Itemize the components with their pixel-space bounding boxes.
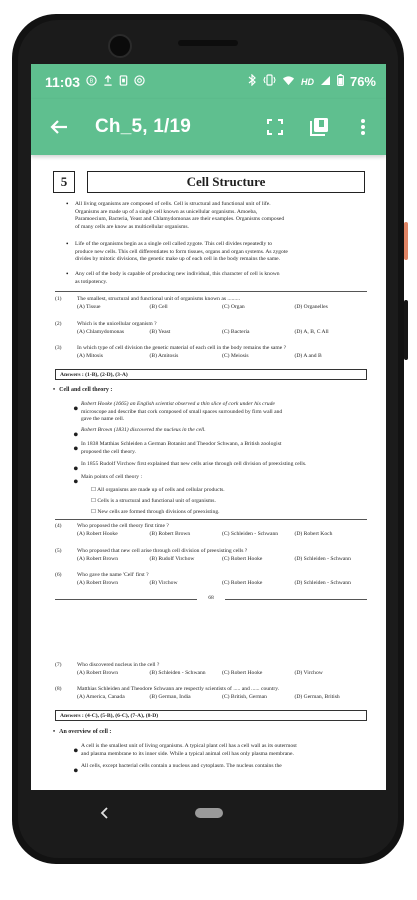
- question-number: (8): [55, 686, 62, 692]
- option: (A) Robert Brown: [77, 579, 119, 586]
- options-row: [77, 670, 367, 678]
- options-row: [77, 353, 367, 361]
- question-number: (4): [55, 523, 62, 529]
- text-line: Main points of cell theory :: [81, 474, 143, 480]
- overview-point: [73, 743, 367, 760]
- status-time: 11:03: [45, 73, 81, 90]
- text-line: and plasma membrane to its inner side. While a typical animal cell has only plasma membrane.: [81, 750, 294, 757]
- section-heading: • Cell and cell theory :: [53, 387, 113, 393]
- status-bar: [31, 64, 386, 99]
- question-number: (6): [55, 572, 62, 578]
- text-line: produce new cells. This cell differentiates to form tissues, organs and organ systems. As zygote: [75, 248, 288, 255]
- option: (C) Robert Hooke: [222, 555, 263, 562]
- cell-theory-point: ☐ Cells is a structural and functional unit of organisms.: [91, 498, 216, 504]
- text-line: New cells are formed through divisions of preexisting.: [97, 509, 220, 515]
- question-text: Who gave the name 'Cell' first ?: [77, 572, 149, 578]
- bluetooth-icon: [248, 74, 257, 89]
- chapter-number: 5: [53, 171, 75, 193]
- theory-point: [73, 441, 367, 458]
- option: (A) Robert Brown: [77, 669, 119, 676]
- section-heading-text: An overview of cell :: [59, 729, 112, 735]
- bullet-dot: •: [73, 743, 79, 760]
- text-line: A cell is the smallest unit of living organisms. A typical plant cell has a cell wall as its outermost: [81, 743, 297, 749]
- library-icon: [309, 117, 329, 137]
- back-button[interactable]: [45, 113, 73, 141]
- options-row: [77, 694, 367, 702]
- cell-theory-point: ☐ All organisms are made up of cells and cellular products.: [91, 487, 225, 493]
- option: (D) Schleiden - Schwann: [294, 555, 351, 562]
- option: (A) Robert Brown: [77, 555, 119, 562]
- text-line: Robert Hooke (1665) an English scientist observed a thin slice of cork under his crude: [81, 401, 275, 407]
- page-footer: [55, 595, 367, 601]
- document-title: Ch_5, 1/19: [95, 116, 191, 137]
- rec-icon: [86, 75, 97, 89]
- option: (B) Robert Brown: [149, 530, 191, 537]
- question-number: (7): [55, 662, 62, 668]
- option: (A) Mitosis: [77, 352, 103, 359]
- question: [55, 662, 367, 677]
- text-line: Any cell of the body is capable of producing new individual, this character of cell is known: [75, 271, 280, 277]
- question: [55, 523, 367, 538]
- text-line: In 1855 Rudolf Virchow first explained that new cells arise through cell division of preexisting cells.: [81, 461, 307, 467]
- question-text: In which type of cell division the genetic material of each cell in the body remains the same ?: [77, 345, 287, 351]
- question: [55, 345, 367, 360]
- sim-icon: [119, 75, 128, 89]
- options-row: [77, 580, 367, 588]
- question: [55, 686, 367, 701]
- options-row: [77, 329, 367, 337]
- text-line: In 1838 Matthias Schleiden a German Botanist and Theodor Schwann, a British zoologist: [81, 441, 282, 447]
- section-heading: • An overview of cell :: [53, 729, 112, 735]
- fullscreen-button[interactable]: [262, 114, 288, 140]
- option: (B) Rudolf Virchow: [149, 555, 195, 562]
- question-text: Who discovered nucleus in the cell ?: [77, 662, 160, 668]
- question-number: (1): [55, 296, 62, 302]
- question: [55, 548, 367, 563]
- page-number: 68: [208, 595, 214, 601]
- signal-icon: [320, 75, 331, 89]
- section-heading-text: Cell and cell theory :: [59, 387, 113, 393]
- option: (C) British, German: [222, 693, 267, 700]
- arrow-left-icon: [50, 119, 68, 135]
- option: (C) Schleiden - Schwann: [222, 530, 279, 537]
- answers-box: Answers : (4-C), (5-B), (6-C), (7-A), (8-D): [55, 710, 367, 721]
- nav-home-pill[interactable]: [195, 808, 223, 818]
- option: (C) Robert Hooke: [222, 669, 263, 676]
- options-row: [77, 531, 367, 539]
- divider: [55, 519, 367, 520]
- bullet-dot: •: [73, 441, 79, 458]
- nav-back-button[interactable]: [93, 802, 115, 824]
- divider: [55, 291, 367, 292]
- text-line: Life of the organisms begin as a single cell called zygote. This cell divides repeatedly to: [75, 241, 273, 247]
- more-options-button[interactable]: [350, 114, 376, 140]
- bullet-dot: •: [73, 474, 79, 491]
- bullet-dot: •: [66, 240, 69, 248]
- question-text: Matthias Schleiden and Theodore Schwann are respectly scientists of ..... and ...... country.: [77, 686, 280, 692]
- question-text: Which is the unicellular organism ?: [77, 321, 157, 327]
- option: (B) Virchow: [149, 579, 178, 586]
- svg-text:B: B: [89, 78, 94, 85]
- wifi-icon: [282, 75, 295, 89]
- fullscreen-icon: [267, 119, 283, 135]
- text-line: Organisms are made up of a single cell known as unicellular organisms. Amoeba,: [75, 208, 258, 215]
- library-button[interactable]: [306, 114, 332, 140]
- volume-button: [404, 300, 408, 360]
- question-number: (2): [55, 321, 62, 327]
- option: (D) German, British: [294, 693, 340, 700]
- vibrate-icon: [263, 74, 276, 89]
- at-icon: [134, 75, 145, 89]
- bullet-dot: •: [73, 427, 79, 444]
- overview-point: [73, 763, 367, 780]
- battery-percent: 76%: [349, 74, 376, 89]
- chapter-header: [53, 171, 365, 195]
- option: (C) Robert Hooke: [222, 579, 263, 586]
- intro-bullet: [66, 270, 367, 286]
- text-line: Cells is a structural and functional unit of organisms.: [97, 498, 216, 504]
- pdf-viewer[interactable]: [31, 155, 386, 790]
- screen: [31, 64, 386, 790]
- text-line: proposed the cell theory.: [81, 448, 136, 455]
- earpiece-speaker: [178, 40, 238, 46]
- bullet-dot: •: [66, 200, 69, 208]
- question: [55, 321, 367, 336]
- intro-bullet: [66, 240, 367, 264]
- bullet-dot: •: [73, 763, 79, 780]
- option: (C) Bacteria: [222, 328, 250, 335]
- option: (B) German, India: [149, 693, 191, 700]
- text-line: as totipotency.: [75, 278, 108, 285]
- option: (D) A and B: [294, 352, 322, 359]
- question-text: Who proposed that new cell arise through cell division of preexisting cells ?: [77, 548, 248, 554]
- system-nav-bar: [31, 790, 386, 838]
- question: [55, 572, 367, 587]
- option: (D) A, B, C All: [294, 328, 329, 335]
- text-line: Robert Brown (1831) discovered the nucleus in the cell.: [81, 427, 206, 433]
- option: (D) Organelles: [294, 303, 328, 310]
- option: (D) Virchow: [294, 669, 323, 676]
- text-line: of many cells are know as multicellular organisms.: [75, 223, 189, 230]
- option: (D) Robert Koch: [294, 530, 333, 537]
- upload-icon: [103, 75, 113, 89]
- intro-bullet: [66, 200, 367, 231]
- text-line: All living organisms are composed of cells. Cell is structural and functional unit of life.: [75, 201, 271, 207]
- question-text: The smallest, structural and functional unit of organisms known as .........: [77, 296, 241, 302]
- text-line: divides by mitotic divisions, the genetic make up of each cell in the body remains the same.: [75, 256, 281, 263]
- text-line: Paramoecium, Bacteria, Yeast and Chlamydomonas are their examples. Organisms composed: [75, 216, 285, 223]
- bullet-dot: •: [73, 401, 79, 418]
- options-row: [77, 556, 367, 564]
- question-number: (5): [55, 548, 62, 554]
- theory-point: [73, 401, 367, 424]
- option: (B) Yeast: [149, 328, 171, 335]
- option: (A) Tissue: [77, 303, 101, 310]
- chapter-title: Cell Structure: [87, 171, 365, 193]
- option: (B) Schleiden - Schwann: [149, 669, 206, 676]
- question-number: (3): [55, 345, 62, 351]
- option: (D) Schleiden - Schwann: [294, 579, 351, 586]
- option: (A) Chlamydomonas: [77, 328, 125, 335]
- bullet-dot: •: [73, 461, 79, 478]
- power-button: [404, 222, 408, 260]
- bullet-dot: •: [66, 270, 69, 278]
- app-bar: [31, 99, 386, 155]
- answers-box: Answers : (1-B), (2-D), (3-A): [55, 369, 367, 380]
- front-camera: [108, 34, 132, 58]
- text-line: microscope and describe that cork composed of small spaces surrounded by firm wall and: [81, 408, 283, 415]
- option: (A) Robert Hooke: [77, 530, 118, 537]
- option: (A) America, Canada: [77, 693, 125, 700]
- cell-theory-point: ☐ New cells are formed through divisions of preexisting.: [91, 509, 220, 515]
- option: (B) Amitosis: [149, 352, 179, 359]
- nav-back-icon: [100, 807, 108, 819]
- option: (C) Organ: [222, 303, 245, 310]
- question-text: Who proposed the cell theory first time ?: [77, 523, 169, 529]
- option: (C) Meiosis: [222, 352, 249, 359]
- hd-icon: HD: [300, 76, 314, 87]
- text-line: All organisms are made up of cells and cellular products.: [97, 487, 225, 493]
- more-vert-icon: [360, 118, 366, 136]
- battery-icon: [337, 74, 344, 89]
- text-line: gave the name cell.: [81, 416, 125, 423]
- option: (B) Cell: [149, 303, 168, 310]
- question: [55, 296, 367, 311]
- options-row: [77, 304, 367, 312]
- text-line: All cells, except bacterial cells contain a nucleus and cytoplasm. The nucleus contains the: [81, 763, 282, 769]
